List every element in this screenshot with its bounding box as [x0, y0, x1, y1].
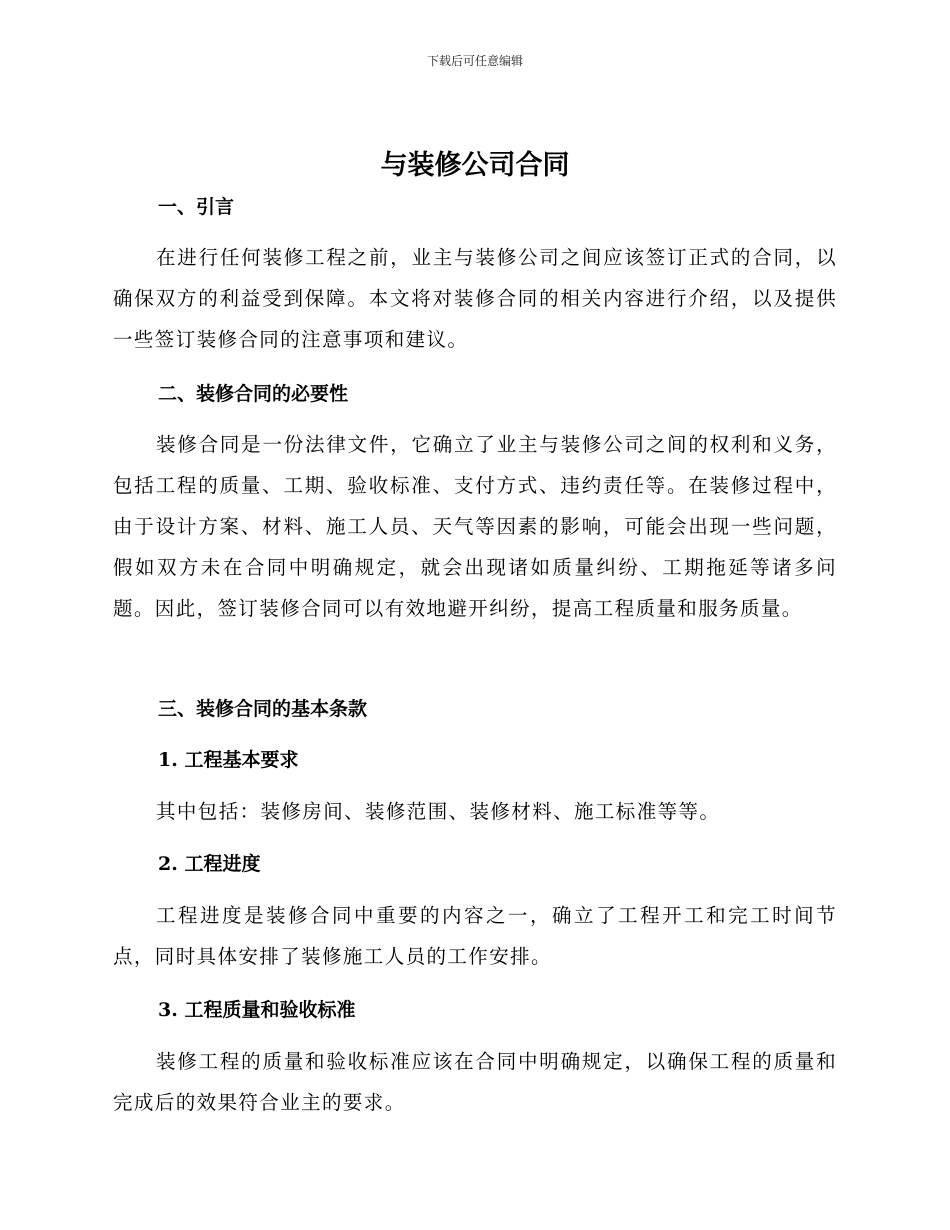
subsection-paragraph-quality: 装修工程的质量和验收标准应该在合同中明确规定，以确保工程的质量和完成后的效果符合业主的要求。: [113, 1050, 837, 1114]
subsection-heading-requirements: 1. 工程基本要求: [158, 749, 299, 771]
section-heading-basic-terms: 三、装修合同的基本条款: [158, 698, 368, 720]
section-heading-necessity: 二、装修合同的必要性: [158, 383, 349, 405]
subsection-heading-progress: 2. 工程进度: [158, 853, 261, 875]
document-title: 与装修公司合同: [380, 150, 570, 181]
subsection-heading-quality: 3. 工程质量和验收标准: [158, 999, 356, 1021]
subsection-paragraph-progress: 工程进度是装修合同中重要的内容之一，确立了工程开工和完工时间节点，同时具体安排了装修施工人员的工作安排。: [113, 904, 837, 968]
subsection-paragraph-requirements: 其中包括：装修房间、装修范围、装修材料、施工标准等等。: [156, 800, 721, 823]
page-header-note: 下载后可任意编辑: [426, 54, 523, 68]
section-paragraph-necessity: 装修合同是一份法律文件，它确立了业主与装修公司之间的权利和义务，包括工程的质量、工期、验收标准、支付方式、违约责任等。在装修过程中，由于设计方案、材料、施工人员、天气等因素的影响，可能会出现一些问题，假如双方未在合同中明确规定，就会出现诸如质量纠纷、工期拖延等诸多问题。因此，签订装修合同可以有效地避开纠纷，提高工程质量和服务质量。: [113, 433, 837, 620]
section-paragraph-introduction: 在进行任何装修工程之前，业主与装修公司之间应该签订正式的合同，以确保双方的利益受到保障。本文将对装修合同的相关内容进行介绍，以及提供一些签订装修合同的注意事项和建议。: [113, 246, 837, 351]
section-heading-introduction: 一、引言: [158, 196, 235, 218]
